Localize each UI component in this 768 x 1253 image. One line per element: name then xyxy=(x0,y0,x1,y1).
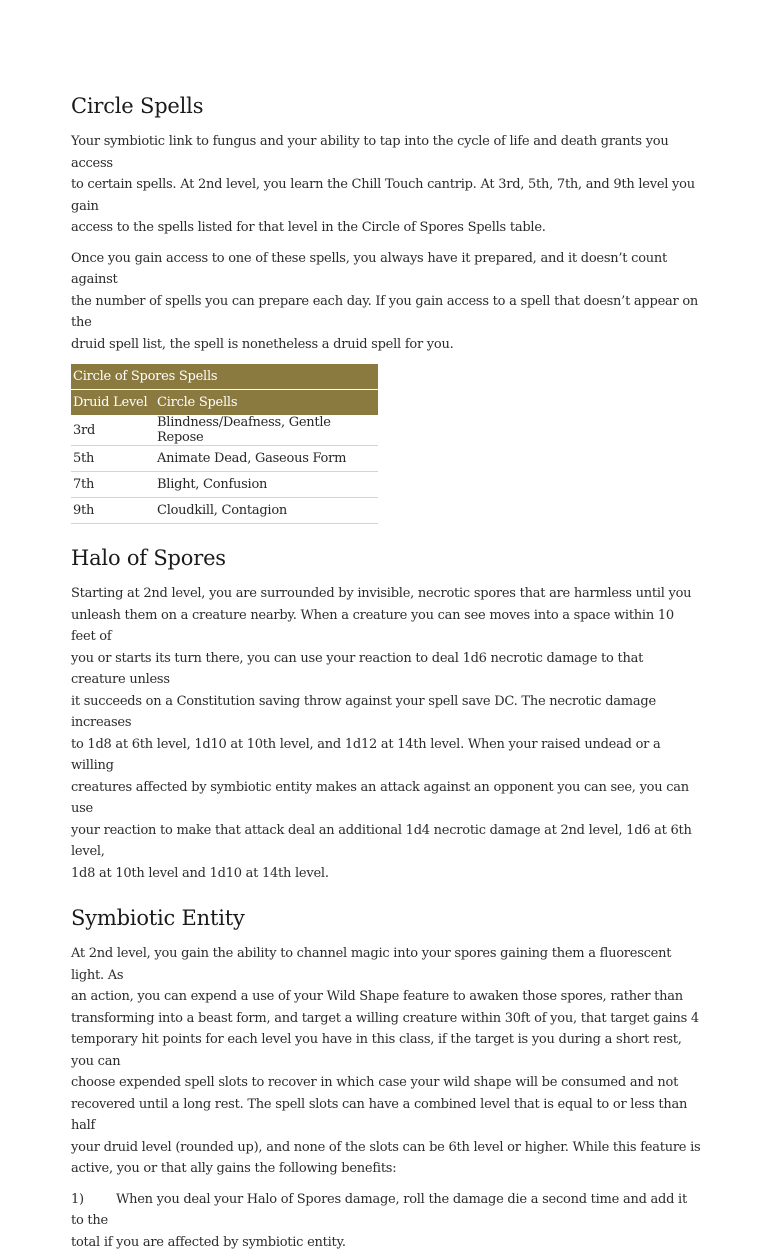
list-item-number: 1) xyxy=(71,1189,116,1211)
table-cell-level: 5th xyxy=(71,446,155,472)
table-cell-spells: Blindness/Deafness, Gentle Repose xyxy=(155,415,378,446)
table-header-circle-spells: Circle Spells xyxy=(155,390,378,416)
table-cell-spells: Blight, Confusion xyxy=(155,472,378,498)
table-cell-level: 9th xyxy=(71,498,155,524)
table-cell-level: 7th xyxy=(71,472,155,498)
circle-spells-paragraph-1: Your symbiotic link to fungus and your ability to tap into the cycle of life and death grants you access to certain spells. At 2nd level, you learn the Chill Touch cantrip. At 3rd, 5th, 7th, and 9th level you gain access to the spells listed for that level in the Circle of Spores Spells table. xyxy=(71,131,701,239)
table-row xyxy=(71,498,378,524)
symbiotic-entity-list-item-1 xyxy=(71,1189,701,1253)
table-cell-level: 3rd xyxy=(71,415,155,446)
section-heading-symbiotic-entity: Symbiotic Entity xyxy=(71,905,701,931)
table-cell-spells: Animate Dead, Gaseous Form xyxy=(155,446,378,472)
table-header-row xyxy=(71,390,378,416)
table-caption: Circle of Spores Spells xyxy=(71,364,378,390)
circle-of-spores-spells-table xyxy=(71,364,378,524)
circle-spells-paragraph-2: Once you gain access to one of these spells, you always have it prepared, and it doesn’t count against the number of spells you can prepare each day. If you gain access to a spell that doesn’t appear on the druid spell list, the spell is nonetheless a druid spell for you. xyxy=(71,248,701,356)
table-caption-row xyxy=(71,364,378,390)
table-row xyxy=(71,415,378,446)
section-heading-circle-spells: Circle Spells xyxy=(71,93,701,119)
table-cell-spells: Cloudkill, Contagion xyxy=(155,498,378,524)
table-row xyxy=(71,446,378,472)
halo-of-spores-paragraph: Starting at 2nd level, you are surrounded by invisible, necrotic spores that are harmless until you unleash them on a creature nearby. When a creature you can see moves into a space within 10 feet of you or starts its turn there, you can use your reaction to deal 1d6 necrotic damage to that creature unless it succeeds on a Constitution saving throw against your spell save DC. The necrotic damage increases to 1d8 at 6th level, 1d10 at 10th level, and 1d12 at 14th level. When your raised undead or a willing creatures affected by symbiotic entity makes an attack against an opponent you can see, you can use your reaction to make that attack deal an additional 1d4 necrotic damage at 2nd level, 1d6 at 6th level, 1d8 at 10th level and 1d10 at 14th level. xyxy=(71,583,701,884)
section-heading-halo-of-spores: Halo of Spores xyxy=(71,545,701,571)
list-item-text: When you deal your Halo of Spores damage, roll the damage die a second time and add it to the total if you are affected by symbiotic entity. xyxy=(71,1192,687,1250)
symbiotic-entity-paragraph: At 2nd level, you gain the ability to channel magic into your spores gaining them a fluorescent light. As an action, you can expend a use of your Wild Shape feature to awaken those spores, rather than transforming into a beast form, and target a willing creature within 30ft of you, that target gains 4 temporary hit points for each level you have in this class, if the target is you during a short rest, you can choose expended spell slots to recover in which case your wild shape will be consumed and not recovered until a long rest. The spell slots can have a combined level that is equal to or less than half your druid level (rounded up), and none of the slots can be 6th level or higher. While this feature is active, you or that ally gains the following benefits: xyxy=(71,943,701,1180)
document-content xyxy=(71,93,701,1253)
table-row xyxy=(71,472,378,498)
table-header-druid-level: Druid Level xyxy=(71,390,155,416)
